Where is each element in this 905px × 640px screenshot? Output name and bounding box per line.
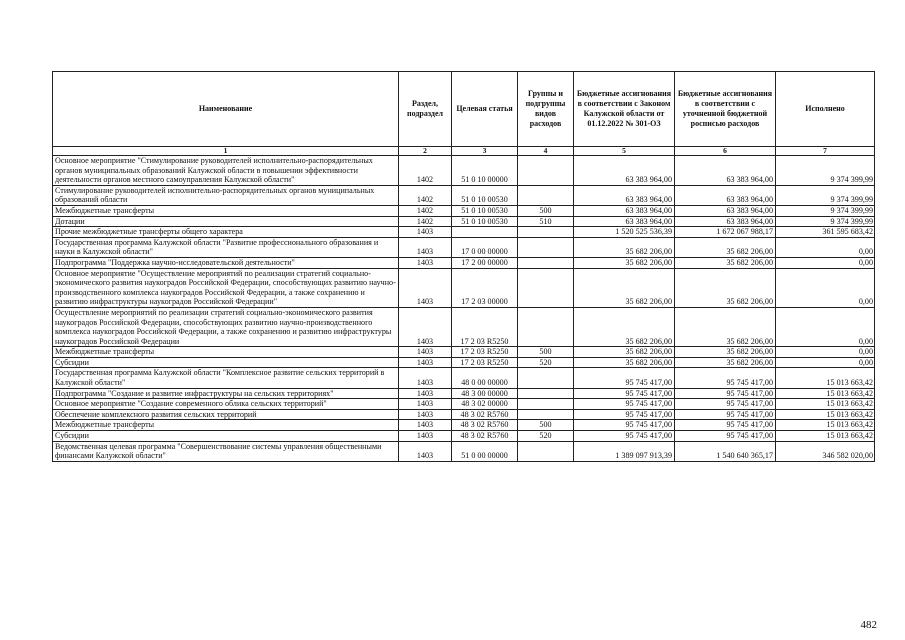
row-article: 51 0 00 00000 [452,441,518,461]
row-article: 17 2 03 R5250 [452,357,518,368]
row-article: 48 3 02 R5760 [452,420,518,431]
row-name: Межбюджетные трансферты [53,347,399,358]
table-row [53,441,875,461]
row-executed-amount: 0,00 [776,268,875,307]
row-refined-amount: 35 682 206,00 [675,357,776,368]
row-article: 17 2 03 R5250 [452,347,518,358]
row-section: 1403 [399,420,452,431]
header-row [53,72,875,147]
row-article: 48 3 02 00000 [452,399,518,410]
row-executed-amount: 0,00 [776,347,875,358]
table-row [53,216,875,227]
row-group [518,268,574,307]
row-group: 500 [518,420,574,431]
row-executed-amount: 15 013 663,42 [776,420,875,431]
row-refined-amount: 95 745 417,00 [675,388,776,399]
column-number: 4 [518,147,574,156]
row-refined-amount: 35 682 206,00 [675,307,776,346]
row-name: Основное мероприятие "Осуществление мероприятий по реализации стратегий социально-экономического развития наукоградов Российской Федерации, способствующих развитию научно-производственного комплекса наукоградов Российской Федерации, а также сохранению и развитию инфраструктуры наукоградов Российской Федерации" [53,268,399,307]
table-row [53,431,875,442]
column-number-row [53,147,875,156]
header-law: Бюджетные ассигнования в соответствии с Законом Калужской области от 01.12.2022 № 301-ОЗ [574,72,675,147]
column-number: 2 [399,147,452,156]
row-refined-amount: 95 745 417,00 [675,420,776,431]
row-law-amount: 95 745 417,00 [574,388,675,399]
row-name: Подпрограмма "Создание и развитие инфраструктуры на сельских территориях" [53,388,399,399]
table-row [53,347,875,358]
row-law-amount: 95 745 417,00 [574,368,675,388]
budget-table [52,71,875,462]
header-groups: Группы и подгруппы видов расходов [518,72,574,147]
row-article: 17 0 00 00000 [452,237,518,257]
table-header [53,72,875,156]
row-law-amount: 95 745 417,00 [574,420,675,431]
table-row [53,307,875,346]
row-article: 48 0 00 00000 [452,368,518,388]
row-executed-amount: 0,00 [776,357,875,368]
row-name: Межбюджетные трансферты [53,205,399,216]
header-article: Целевая статья [452,72,518,147]
row-group [518,388,574,399]
row-name: Осуществление мероприятий по реализации стратегий социально-экономического развития наукоградов Российской Федерации, способствующих развитию научно-производственного комплекса наукоградов Российской Федерации, а также сохранению и развитию инфраструктуры наукоградов Российской Федерации [53,307,399,346]
row-name: Основное мероприятие "Создание современного облика сельских территорий" [53,399,399,410]
row-executed-amount: 15 013 663,42 [776,368,875,388]
row-name: Субсидии [53,431,399,442]
row-section: 1403 [399,307,452,346]
row-refined-amount: 35 682 206,00 [675,257,776,268]
row-executed-amount: 346 582 020,00 [776,441,875,461]
row-group [518,399,574,410]
row-law-amount: 63 383 964,00 [574,205,675,216]
row-group [518,237,574,257]
row-section: 1403 [399,441,452,461]
table-row [53,409,875,420]
row-law-amount: 1 520 525 536,39 [574,227,675,238]
row-refined-amount: 63 383 964,00 [675,205,776,216]
header-section: Раздел, подраздел [399,72,452,147]
row-group [518,441,574,461]
row-section: 1403 [399,357,452,368]
table-row [53,268,875,307]
row-law-amount: 95 745 417,00 [574,409,675,420]
row-name: Государственная программа Калужской области "Комплексное развитие сельских территорий в Калужской области" [53,368,399,388]
row-section: 1403 [399,237,452,257]
table-row [53,399,875,410]
row-section: 1403 [399,388,452,399]
table-row [53,420,875,431]
row-executed-amount: 9 374 399,99 [776,216,875,227]
row-refined-amount: 95 745 417,00 [675,409,776,420]
row-article: 17 2 03 R5250 [452,307,518,346]
row-article: 48 3 00 00000 [452,388,518,399]
row-group [518,368,574,388]
row-article: 17 2 03 00000 [452,268,518,307]
row-name: Дотации [53,216,399,227]
row-law-amount: 35 682 206,00 [574,257,675,268]
row-law-amount: 95 745 417,00 [574,399,675,410]
row-group: 500 [518,205,574,216]
row-refined-amount: 1 672 067 988,17 [675,227,776,238]
row-name: Субсидии [53,357,399,368]
row-group: 520 [518,357,574,368]
row-group: 500 [518,347,574,358]
row-refined-amount: 95 745 417,00 [675,431,776,442]
row-section: 1403 [399,409,452,420]
row-article: 51 0 10 00000 [452,156,518,186]
row-article: 48 3 02 R5760 [452,431,518,442]
row-section: 1402 [399,156,452,186]
row-law-amount: 35 682 206,00 [574,347,675,358]
table-row [53,368,875,388]
row-refined-amount: 95 745 417,00 [675,399,776,410]
row-group [518,257,574,268]
row-refined-amount: 63 383 964,00 [675,185,776,205]
row-article: 17 2 00 00000 [452,257,518,268]
row-executed-amount: 9 374 399,99 [776,205,875,216]
budget-table-container [52,71,874,462]
row-law-amount: 35 682 206,00 [574,357,675,368]
row-refined-amount: 35 682 206,00 [675,268,776,307]
row-section: 1403 [399,431,452,442]
row-section: 1403 [399,227,452,238]
row-article [452,227,518,238]
row-refined-amount: 95 745 417,00 [675,368,776,388]
row-article: 51 0 10 00530 [452,205,518,216]
row-group [518,409,574,420]
row-name: Государственная программа Калужской области "Развитие профессионального образования и науки в Калужской области" [53,237,399,257]
table-row [53,185,875,205]
column-number: 7 [776,147,875,156]
table-row [53,156,875,186]
row-article: 48 3 02 R5760 [452,409,518,420]
row-refined-amount: 1 540 640 365,17 [675,441,776,461]
row-article: 51 0 10 00530 [452,185,518,205]
row-executed-amount: 15 013 663,42 [776,399,875,410]
table-row [53,237,875,257]
row-group [518,307,574,346]
row-refined-amount: 35 682 206,00 [675,237,776,257]
header-name: Наименование [53,72,399,147]
table-row [53,357,875,368]
row-name: Основное мероприятие "Стимулирование руководителей исполнительно-распорядительных органов муниципальных образований Калужской области в повышении эффективности деятельности органов местного самоуправления Калужской области" [53,156,399,186]
row-article: 51 0 10 00530 [452,216,518,227]
row-executed-amount: 9 374 399,99 [776,156,875,186]
table-body [53,156,875,462]
row-group [518,227,574,238]
row-refined-amount: 63 383 964,00 [675,216,776,227]
row-law-amount: 35 682 206,00 [574,307,675,346]
row-refined-amount: 35 682 206,00 [675,347,776,358]
row-section: 1403 [399,368,452,388]
row-name: Обеспечение комплексного развития сельских территорий [53,409,399,420]
header-refined: Бюджетные ассигнования в соответствии с уточненной бюджетной росписью расходов [675,72,776,147]
row-executed-amount: 15 013 663,42 [776,431,875,442]
row-executed-amount: 0,00 [776,307,875,346]
row-refined-amount: 63 383 964,00 [675,156,776,186]
row-executed-amount: 0,00 [776,237,875,257]
row-law-amount: 63 383 964,00 [574,216,675,227]
row-group [518,185,574,205]
column-number: 3 [452,147,518,156]
row-section: 1403 [399,268,452,307]
row-section: 1403 [399,347,452,358]
header-executed: Исполнено [776,72,875,147]
row-name: Прочие межбюджетные трансферты общего характера [53,227,399,238]
row-name: Ведомственная целевая программа "Совершенствование системы управления общественными финансами Калужской области" [53,441,399,461]
page-number: 482 [860,619,877,631]
table-row [53,257,875,268]
row-executed-amount: 15 013 663,42 [776,388,875,399]
column-number: 6 [675,147,776,156]
row-law-amount: 63 383 964,00 [574,185,675,205]
row-name: Подпрограмма "Поддержка научно-исследовательской деятельности" [53,257,399,268]
row-name: Стимулирование руководителей исполнительно-распорядительных органов муниципальных образований области [53,185,399,205]
row-section: 1402 [399,205,452,216]
row-law-amount: 63 383 964,00 [574,156,675,186]
column-number: 1 [53,147,399,156]
row-group: 510 [518,216,574,227]
row-law-amount: 1 389 097 913,39 [574,441,675,461]
row-executed-amount: 9 374 399,99 [776,185,875,205]
row-executed-amount: 0,00 [776,257,875,268]
table-row [53,388,875,399]
row-section: 1402 [399,216,452,227]
row-executed-amount: 361 595 683,42 [776,227,875,238]
row-name: Межбюджетные трансферты [53,420,399,431]
row-executed-amount: 15 013 663,42 [776,409,875,420]
table-row [53,227,875,238]
row-group [518,156,574,186]
table-row [53,205,875,216]
row-section: 1403 [399,257,452,268]
row-law-amount: 35 682 206,00 [574,237,675,257]
row-section: 1402 [399,185,452,205]
row-group: 520 [518,431,574,442]
column-number: 5 [574,147,675,156]
row-section: 1403 [399,399,452,410]
row-law-amount: 95 745 417,00 [574,431,675,442]
row-law-amount: 35 682 206,00 [574,268,675,307]
